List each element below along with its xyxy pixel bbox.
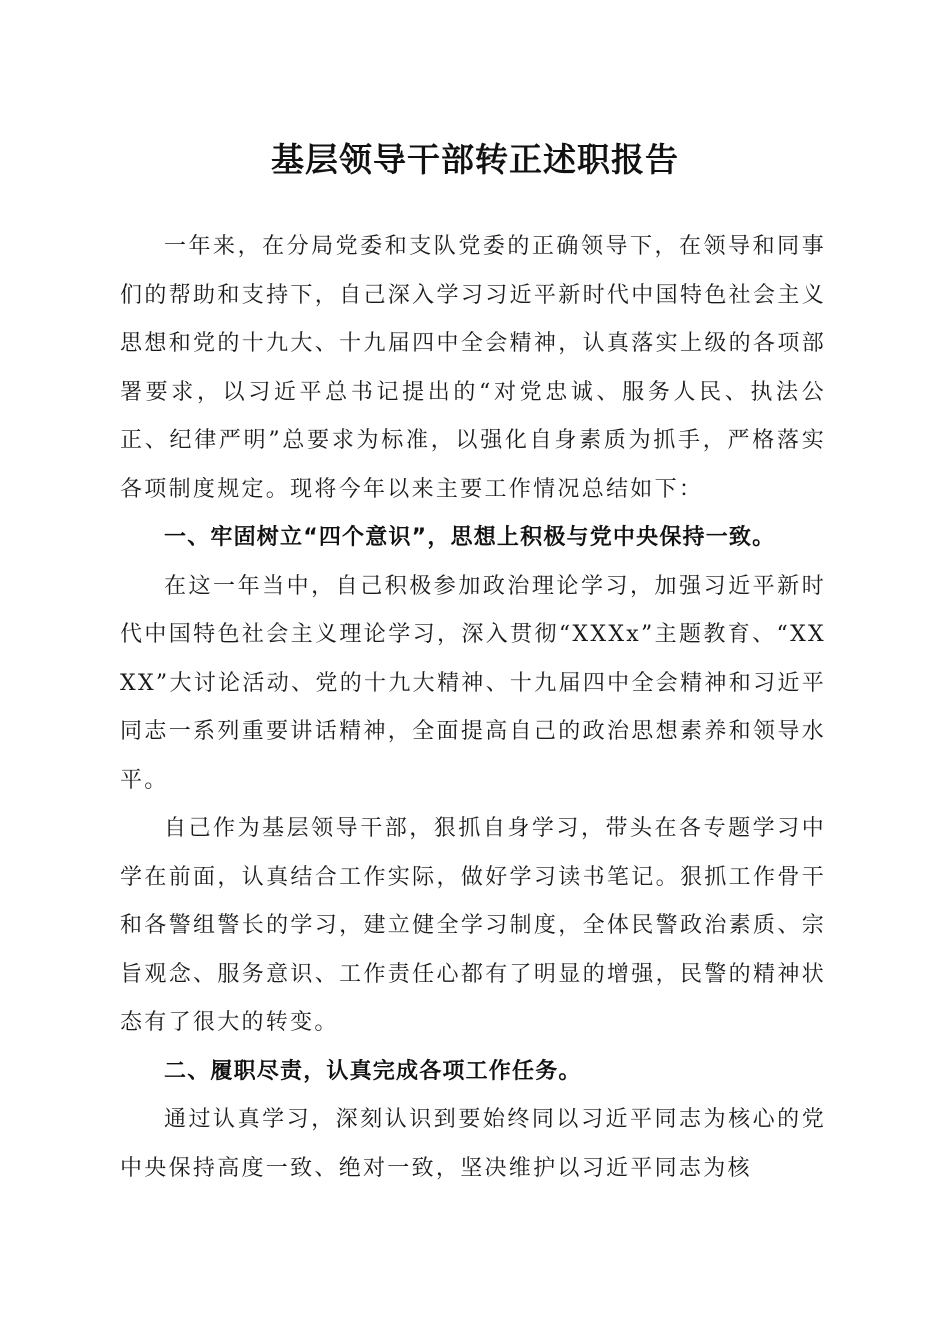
paragraph: 自己作为基层领导干部，狠抓自身学习，带头在各专题学习中学在前面，认真结合工作实际，做好学习读书笔记。狠抓工作骨干和各警组警长的学习，建立健全学习制度，全体民警政治素质、宗旨观念、服务意识、工作责任心都有了明显的增强，民警的精神状态有了很大的转变。 — [120, 816, 826, 1035]
paragraph-intro: 一年来，在分局党委和支队党委的正确领导下，在领导和同事们的帮助和支持下，自己深入学习习近平新时代中国特色社会主义思想和党的十九大、十九届四中全会精神，认真落实上级的各项部署要求，以习近平总书记提出的“对党忠诚、服务人民、执法公正、纪律严明”总要求为标准，以强化自身素质为抓手，严格落实各项制度规定。现将今年以来主要工作情况总结如下： — [120, 234, 826, 502]
section-heading-1: 一、牢固树立“四个意识”，思想上积极与党中央保持一致。 — [164, 525, 776, 550]
paragraph: 通过认真学习，深刻认识到要始终同以习近平同志为核心的党中央保持高度一致、绝对一致，坚决维护以习近平同志为核 — [120, 1107, 826, 1181]
section-heading-2: 二、履职尽责，认真完成各项工作任务。 — [164, 1058, 582, 1084]
paragraph: 在这一年当中，自己积极参加政治理论学习，加强习近平新时代中国特色社会主义理论学习，深入贯彻“XXXx”主题教育、“XXXX”大讨论活动、党的十九大精神、十九届四中全会精神和习近平同志一系列重要讲话精神，全面提高自己的政治思想素养和领导水平。 — [120, 573, 826, 793]
document-body — [120, 223, 826, 1193]
document-title: 基层领导干部转正述职报告 — [271, 140, 679, 179]
